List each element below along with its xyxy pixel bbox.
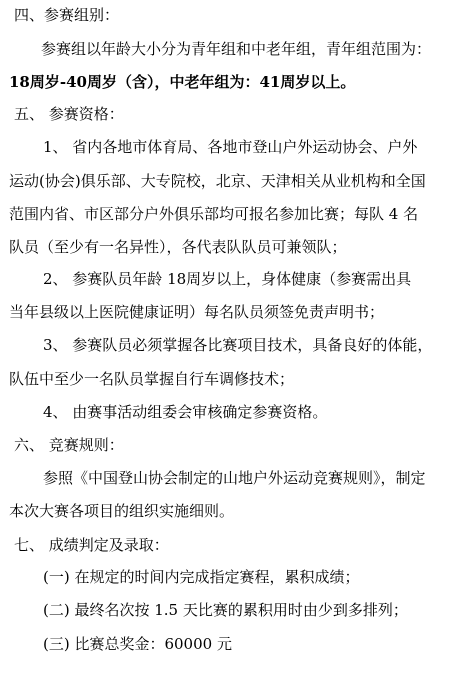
section-5-item-2-line-2: 当年县级以上医院健康证明）每名队员须签免责声明书； <box>9 303 385 321</box>
section-heading-5: 五、 参赛资格： <box>14 105 124 123</box>
section-6-line-2: 本次大赛各项目的组织实施细则。 <box>9 502 235 520</box>
section-5-item-1-line-4: 队员（至少有一名异性），各代表队队员可兼领队； <box>9 238 347 256</box>
section-7-line-1: (一) 在规定的时间内完成指定赛程，累积成绩； <box>43 568 360 586</box>
section-5-item-3-line-2: 队伍中至少一名队员掌握自行车调修技术； <box>9 370 295 388</box>
section-4-line-2: 18周岁-40周岁（含），中老年组为：41周岁以上。 <box>9 73 356 91</box>
section-heading-4: 四、参赛组别： <box>14 6 120 24</box>
section-5-item-4-line-1: 4、 由赛事活动组委会审核确定参赛资格。 <box>43 403 328 421</box>
section-5-item-1-line-2: 运动(协会)俱乐部、大专院校，北京、天津相关从业机构和全国 <box>9 172 426 190</box>
section-7-line-2: (二) 最终名次按 1.5 天比赛的累积用时由少到多排列； <box>43 601 408 619</box>
section-7-line-3: (三) 比赛总奖金：60000 元 <box>43 635 232 653</box>
section-4-line-1: 参赛组以年龄大小分为青年组和中老年组，青年组范围为： <box>41 40 432 58</box>
section-heading-6: 六、 竞赛规则： <box>14 436 124 454</box>
section-5-item-1-line-3: 范围内省、市区部分户外俱乐部均可报名参加比赛；每队 4 名 <box>9 205 419 223</box>
section-6-line-1: 参照《中国登山协会制定的山地户外运动竞赛规则》，制定 <box>43 469 426 487</box>
section-5-item-3-line-1: 3、 参赛队员必须掌握各比赛项目技术，具备良好的体能， <box>43 336 433 354</box>
section-heading-7: 七、 成绩判定及录取： <box>14 536 169 554</box>
section-5-item-2-line-1: 2、 参赛队员年龄 18周岁以上，身体健康（参赛需出具 <box>43 270 412 288</box>
section-5-item-1-line-1: 1、 省内各地市体育局、各地市登山户外运动协会、户外 <box>43 138 418 156</box>
